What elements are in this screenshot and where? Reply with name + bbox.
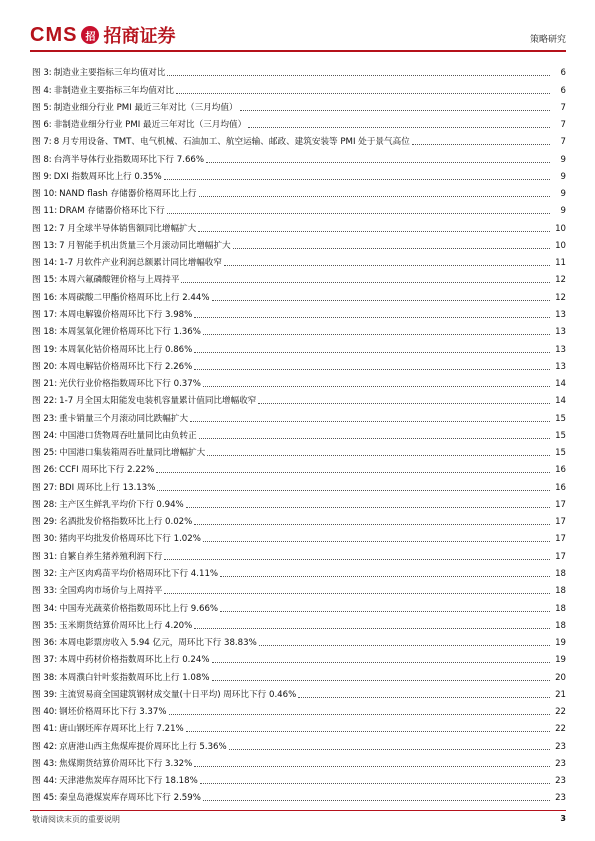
toc-entry[interactable] [32, 425, 566, 442]
toc-entry-label: 图 38: [32, 672, 58, 683]
toc-entry-title: 本周电影票房收入 5.94 亿元，周环比下行 38.83% [59, 638, 257, 649]
toc-dot-leader [186, 507, 550, 508]
toc-entry-page: 14 [555, 396, 566, 407]
toc-entry-label: 图 44: [32, 776, 58, 787]
toc-entry-title: 猪肉平均批发价格周环比下行 1.02% [59, 534, 201, 545]
toc-entry-label: 图 28: [32, 499, 58, 510]
toc-entry-label: 图 29: [32, 517, 58, 528]
toc-entry[interactable] [32, 79, 566, 96]
logo-chinese-name: 招商证券 [103, 26, 176, 47]
toc-entry-label: 图 35: [32, 620, 58, 631]
toc-entry-title: 玉米期货结算价周环比上行 4.20% [59, 620, 193, 631]
toc-entry-page: 18 [555, 603, 566, 614]
toc-dot-leader [203, 541, 550, 542]
toc-entry-page: 6 [560, 68, 566, 79]
toc-entry-title: 1-7 月全国太阳能发电装机容量累计值同比增幅收窄 [59, 396, 257, 407]
toc-entry-title: 秦皇岛港煤炭库存周环比下行 2.59% [59, 793, 201, 804]
toc-entry-title: 本周电解钴价格周环比下行 2.26% [59, 361, 193, 372]
toc-entry-label: 图 30: [32, 534, 58, 545]
toc-dot-leader [207, 455, 550, 456]
toc-entry-title: 焦煤期货结算价周环比下行 3.32% [59, 758, 193, 769]
toc-entry-page: 11 [555, 258, 566, 269]
toc-entry[interactable] [32, 459, 566, 476]
toc-entry[interactable] [32, 131, 566, 148]
toc-dot-leader [194, 317, 550, 318]
toc-dot-leader [194, 628, 550, 629]
toc-entry-title: 主产区肉鸡苗平均价格周环比下行 4.11% [59, 568, 219, 579]
toc-dot-leader [157, 490, 550, 491]
toc-entry[interactable] [32, 632, 566, 649]
toc-entry-label: 图 6: [32, 120, 52, 131]
toc-entry-page: 23 [555, 776, 566, 787]
toc-dot-leader [206, 162, 550, 163]
toc-dot-leader [199, 196, 550, 197]
toc-entry[interactable] [32, 235, 566, 252]
toc-entry-title: 光伏行业价格指数周环比下行 0.37% [59, 379, 201, 390]
toc-entry-label: 图 5: [32, 102, 52, 113]
toc-entry[interactable] [32, 666, 566, 683]
toc-entry-label: 图 16: [32, 292, 58, 303]
toc-entry[interactable] [32, 148, 566, 165]
toc-dot-leader [233, 248, 550, 249]
toc-entry-page: 7 [560, 137, 566, 148]
toc-dot-leader [186, 731, 550, 732]
toc-entry-label: 图 22: [32, 396, 58, 407]
toc-entry-title: 主流贸易商全国建筑钢材成交量(十日平均) 周环比下行 0.46% [59, 689, 297, 700]
toc-dot-leader [259, 645, 550, 646]
toc-entry-label: 图 18: [32, 327, 58, 338]
toc-entry-page: 21 [555, 689, 566, 700]
toc-dot-leader [220, 576, 550, 577]
toc-entry-label: 图 10: [32, 189, 58, 200]
toc-entry[interactable] [32, 597, 566, 614]
toc-entry-page: 22 [555, 724, 566, 735]
toc-entry-title: 7 月全球半导体销售额同比增幅扩大 [59, 223, 197, 234]
toc-entry[interactable] [32, 545, 566, 562]
toc-entry[interactable] [32, 476, 566, 493]
toc-entry-title: DXI 指数周环比上行 0.35% [53, 171, 162, 182]
toc-entry-title: 名酒批发价格指数环比上行 0.02% [59, 517, 193, 528]
toc-entry-page: 15 [555, 430, 566, 441]
toc-entry-label: 图 27: [32, 482, 58, 493]
toc-entry-label: 图 24: [32, 430, 58, 441]
toc-dot-leader [224, 265, 550, 266]
toc-entry-title: 非制造业细分行业 PMI 最近三年对比（三月均值） [53, 120, 247, 131]
toc-dot-leader [194, 524, 550, 525]
logo-cms-text: CMS [30, 23, 78, 46]
toc-dot-leader [212, 662, 550, 663]
toc-entry-page: 17 [555, 499, 566, 510]
toc-dot-leader [198, 231, 550, 232]
toc-entry-label: 图 11: [32, 206, 58, 217]
toc-entry-title: 台湾半导体行业指数周环比下行 7.66% [53, 154, 205, 165]
toc-entry-title: 唐山钢坯库存周环比上行 7.21% [59, 724, 184, 735]
toc-entry-title: 制造业主要指标三年均值对比 [53, 68, 166, 79]
toc-entry-label: 图 9: [32, 171, 52, 182]
toc-entry-title: 天津港焦炭库存周环比下行 18.18% [59, 776, 198, 787]
toc-entry-page: 9 [560, 154, 566, 165]
toc-entry-page: 22 [555, 707, 566, 718]
toc-entry-title: 中国寿光蔬菜价格指数周环比上行 9.66% [59, 603, 219, 614]
toc-entry-page: 16 [555, 465, 566, 476]
toc-entry-page: 13 [555, 327, 566, 338]
toc-entry-page: 13 [555, 361, 566, 372]
toc-entry-label: 图 43: [32, 758, 58, 769]
toc-entry-label: 图 26: [32, 465, 58, 476]
toc-entry-page: 18 [555, 586, 566, 597]
toc-entry-label: 图 14: [32, 258, 58, 269]
toc-entry[interactable] [32, 684, 566, 701]
page-header [30, 18, 566, 50]
toc-entry-title: 本周六氟磷酸锂价格与上周持平 [59, 275, 180, 286]
toc-dot-leader [164, 559, 550, 560]
toc-dot-leader [298, 697, 550, 698]
toc-entry[interactable] [32, 321, 566, 338]
toc-entry-label: 图 25: [32, 448, 58, 459]
toc-entry[interactable] [32, 304, 566, 321]
toc-entry-page: 19 [555, 638, 566, 649]
toc-dot-leader [156, 472, 550, 473]
toc-entry-label: 图 36: [32, 638, 58, 649]
toc-entry-title: 自繁自养生猪养殖利润下行 [59, 551, 163, 562]
toc-entry-title: DRAM 存储器价格环比下行 [59, 206, 165, 217]
toc-dot-leader [169, 714, 550, 715]
logo-badge-icon: 招 [81, 26, 99, 44]
toc-entry-page: 9 [560, 206, 566, 217]
toc-dot-leader [194, 369, 550, 370]
toc-entry[interactable] [32, 787, 566, 804]
toc-entry-label: 图 40: [32, 707, 58, 718]
toc-entry[interactable] [32, 407, 566, 424]
toc-dot-leader [164, 179, 550, 180]
toc-entry-page: 20 [555, 672, 566, 683]
toc-entry-title: 全国鸡肉市场价与上周持平 [59, 586, 163, 597]
toc-entry-label: 图 4: [32, 85, 52, 96]
toc-entry[interactable] [32, 286, 566, 303]
toc-dot-leader [212, 680, 550, 681]
toc-dot-leader [258, 403, 550, 404]
toc-entry[interactable] [32, 217, 566, 234]
toc-entry[interactable] [32, 735, 566, 752]
toc-entry-page: 12 [555, 292, 566, 303]
toc-entry[interactable] [32, 200, 566, 217]
toc-entry-title: CCFI 周环比下行 2.22% [59, 465, 155, 476]
toc-dot-leader [203, 386, 550, 387]
toc-entry-page: 13 [555, 309, 566, 320]
toc-entry-label: 图 42: [32, 741, 58, 752]
toc-dot-leader [167, 75, 550, 76]
toc-entry-title: 1-7 月软件产业利润总额累计同比增幅收窄 [59, 258, 223, 269]
toc-entry-title: BDI 周环比上行 13.13% [59, 482, 156, 493]
toc-dot-leader [229, 749, 550, 750]
toc-dot-leader [194, 352, 550, 353]
toc-entry-page: 7 [560, 120, 566, 131]
toc-entry-label: 图 37: [32, 655, 58, 666]
toc-dot-leader [212, 300, 550, 301]
toc-entry-title: 京唐港山西主焦煤库提价周环比上行 5.36% [59, 741, 227, 752]
toc-entry-page: 14 [555, 379, 566, 390]
toc-entry-title: 本周碳酸二甲酯价格周环比上行 2.44% [59, 292, 210, 303]
toc-dot-leader [194, 766, 550, 767]
toc-entry[interactable] [32, 338, 566, 355]
toc-entry-title: 8 月专用设备、TMT、电气机械、石油加工、航空运输、邮政、建筑安装等 PMI 处于景气高位 [53, 137, 410, 148]
toc-dot-leader [412, 144, 550, 145]
toc-entry-page: 9 [560, 189, 566, 200]
toc-entry-page: 17 [555, 517, 566, 528]
toc-entry-page: 15 [555, 413, 566, 424]
toc-entry[interactable] [32, 269, 566, 286]
toc-entry[interactable] [32, 528, 566, 545]
toc-dot-leader [248, 127, 550, 128]
toc-entry-page: 7 [560, 102, 566, 113]
toc-entry-label: 图 39: [32, 689, 58, 700]
toc-entry[interactable] [32, 701, 566, 718]
toc-entry-label: 图 45: [32, 793, 58, 804]
toc-dot-leader [203, 334, 550, 335]
toc-entry[interactable] [32, 390, 566, 407]
toc-entry[interactable] [32, 166, 566, 183]
toc-entry-label: 图 21: [32, 379, 58, 390]
toc-entry-title: 中国港口货物周吞吐量同比由负转正 [59, 430, 197, 441]
toc-entry-page: 17 [555, 534, 566, 545]
toc-entry-page: 23 [555, 793, 566, 804]
toc-entry-page: 9 [560, 171, 566, 182]
toc-entry-label: 图 15: [32, 275, 58, 286]
toc-entry-title: 本周濮白针叶浆指数周环比上行 1.08% [59, 672, 210, 683]
toc-entry[interactable] [32, 183, 566, 200]
footer-divider [30, 810, 566, 811]
toc-entry-label: 图 13: [32, 240, 58, 251]
toc-entry-label: 图 12: [32, 223, 58, 234]
toc-entry-title: 本周氧化钴价格周环比上行 0.86% [59, 344, 193, 355]
toc-entry-label: 图 41: [32, 724, 58, 735]
toc-entry-page: 10 [555, 240, 566, 251]
toc-entry-page: 15 [555, 448, 566, 459]
header-divider [30, 50, 566, 52]
toc-entry-label: 图 34: [32, 603, 58, 614]
toc-entry[interactable] [32, 511, 566, 528]
toc-entry-title: NAND flash 存储器价格周环比上行 [59, 189, 197, 200]
footer-disclaimer: 敬请阅读末页的重要说明 [32, 815, 120, 824]
toc-entry-label: 图 8: [32, 154, 52, 165]
company-logo [30, 22, 175, 48]
toc-entry[interactable] [32, 563, 566, 580]
toc-entry-title: 制造业细分行业 PMI 最近三年对比（三月均值） [53, 102, 238, 113]
toc-entry[interactable] [32, 718, 566, 735]
toc-entry-label: 图 31: [32, 551, 58, 562]
toc-entry-title: 主产区生鲜乳平均价下行 0.94% [59, 499, 184, 510]
toc-entry[interactable] [32, 373, 566, 390]
figure-list [32, 62, 566, 804]
toc-dot-leader [220, 611, 550, 612]
toc-entry-label: 图 17: [32, 309, 58, 320]
toc-entry-title: 本周中药材价格指数周环比上行 0.24% [59, 655, 210, 666]
toc-entry-title: 重卡销量三个月滚动同比跌幅扩大 [59, 413, 189, 424]
toc-entry-page: 6 [560, 85, 566, 96]
toc-dot-leader [199, 438, 550, 439]
toc-entry[interactable] [32, 442, 566, 459]
toc-entry[interactable] [32, 356, 566, 373]
toc-entry-title: 钢坯价格周环比下行 3.37% [59, 707, 167, 718]
toc-entry-label: 图 19: [32, 344, 58, 355]
toc-dot-leader [181, 282, 550, 283]
toc-entry-page: 17 [555, 551, 566, 562]
toc-entry-title: 中国港口集装箱周吞吐量同比增幅扩大 [59, 448, 206, 459]
toc-dot-leader [203, 800, 550, 801]
toc-entry-page: 18 [555, 620, 566, 631]
toc-entry-title: 本周电解镍价格周环比下行 3.98% [59, 309, 193, 320]
toc-dot-leader [164, 593, 550, 594]
toc-entry-page: 13 [555, 344, 566, 355]
toc-dot-leader [176, 93, 550, 94]
toc-entry[interactable] [32, 97, 566, 114]
toc-entry-page: 12 [555, 275, 566, 286]
toc-entry-page: 23 [555, 758, 566, 769]
toc-entry-page: 23 [555, 741, 566, 752]
toc-entry[interactable] [32, 615, 566, 632]
toc-entry-label: 图 32: [32, 568, 58, 579]
toc-entry-label: 图 33: [32, 586, 58, 597]
toc-dot-leader [200, 783, 550, 784]
toc-entry-label: 图 7: [32, 137, 52, 148]
toc-entry-page: 10 [555, 223, 566, 234]
toc-entry[interactable] [32, 114, 566, 131]
toc-entry[interactable] [32, 770, 566, 787]
toc-entry-label: 图 23: [32, 413, 58, 424]
toc-dot-leader [240, 110, 550, 111]
toc-dot-leader [167, 213, 550, 214]
toc-entry[interactable] [32, 252, 566, 269]
toc-entry[interactable] [32, 494, 566, 511]
toc-entry-title: 本周氢氧化锂价格周环比下行 1.36% [59, 327, 201, 338]
page-number: 3 [560, 814, 566, 823]
toc-entry-label: 图 3: [32, 68, 52, 79]
toc-entry[interactable] [32, 753, 566, 770]
toc-entry-page: 18 [555, 568, 566, 579]
toc-entry-label: 图 20: [32, 361, 58, 372]
toc-entry[interactable] [32, 649, 566, 666]
toc-dot-leader [190, 421, 550, 422]
report-section-label: 策略研究 [529, 35, 566, 45]
toc-entry[interactable] [32, 580, 566, 597]
toc-entry-title: 7 月智能手机出货量三个月滚动同比增幅扩大 [59, 240, 231, 251]
toc-entry[interactable] [32, 62, 566, 79]
toc-entry-title: 非制造业主要指标三年均值对比 [53, 85, 175, 96]
toc-entry-page: 16 [555, 482, 566, 493]
toc-entry-page: 19 [555, 655, 566, 666]
